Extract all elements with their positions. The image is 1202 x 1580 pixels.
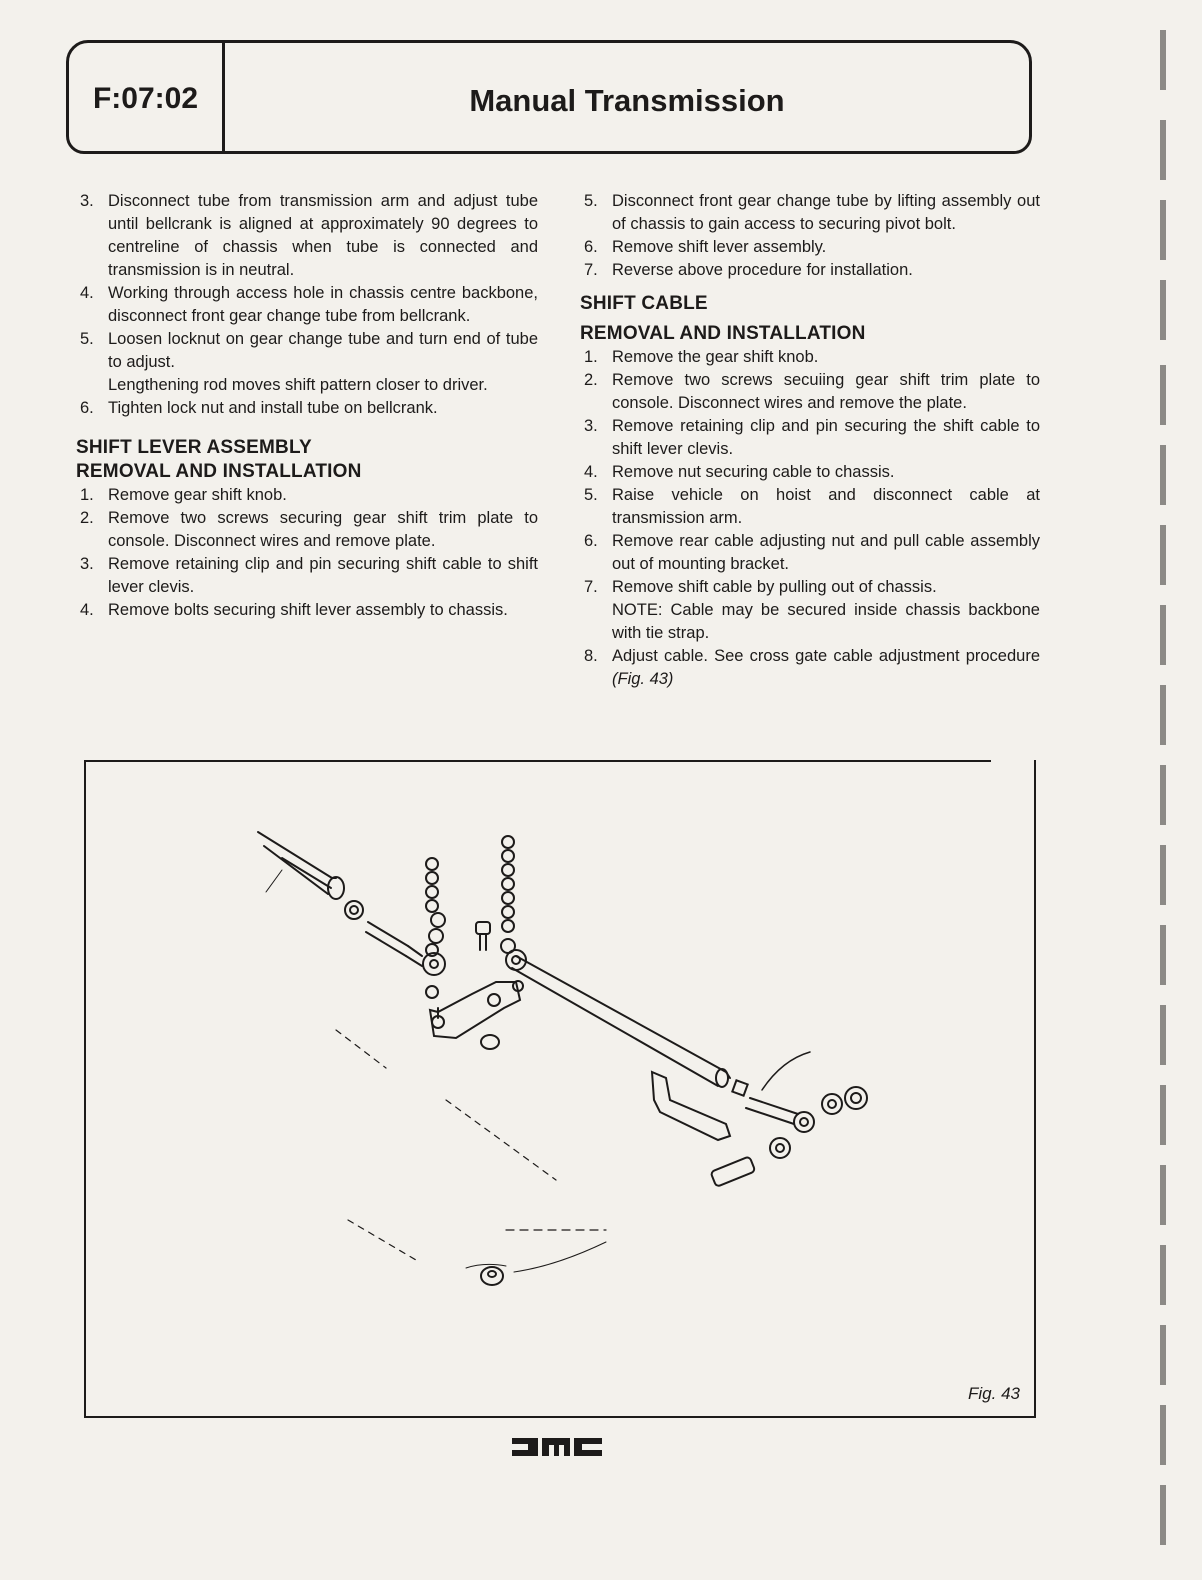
- figure-label: Fig. 43: [968, 1384, 1020, 1403]
- shift-lever-subheading: REMOVAL AND INSTALLATION: [76, 461, 362, 482]
- list-item: 4. Working through access hole in chassis centre backbone, disconnect front gear change tube from bellcrank.: [80, 284, 538, 325]
- list-item: 1. Remove the gear shift knob.: [584, 348, 819, 366]
- list-item: 7. Remove shift cable by pulling out of chassis. NOTE: Cable may be secured inside chassis backbone with tie strap.: [580, 576, 1040, 645]
- list-item: 4. Remove bolts securing shift lever assembly to chassis.: [80, 601, 508, 619]
- list-item: 5. Disconnect front gear change tube by lifting assembly out of chassis to gain access to securing pivot bolt.: [584, 192, 1040, 233]
- shift-lever-steps-list: [76, 484, 538, 622]
- shift-cable-heading: SHIFT CABLE: [580, 293, 708, 314]
- right-column: [580, 190, 1040, 691]
- step-note: Lengthening rod moves shift pattern closer to driver.: [108, 376, 488, 394]
- page-title: Manual Transmission: [469, 83, 785, 118]
- list-item: 3. Remove retaining clip and pin securing the shift cable to shift lever clevis.: [584, 417, 1040, 458]
- list-item: 1. Remove gear shift knob.: [80, 486, 287, 504]
- left-column: [76, 190, 538, 622]
- figure-reference: (Fig. 43): [612, 670, 674, 688]
- step-note: NOTE: Cable may be secured inside chassis backbone with tie strap.: [612, 601, 1040, 642]
- list-item: 2. Remove two screws secuiing gear shift trim plate to console. Disconnect wires and remove the plate.: [584, 371, 1040, 412]
- list-item: 6. Remove rear cable adjusting nut and pull cable assembly out of mounting bracket.: [584, 532, 1040, 573]
- exploded-gear-linkage-illustration-icon: [86, 760, 1034, 1416]
- transmission-steps-list: [76, 190, 538, 420]
- figure-panel: [84, 760, 1036, 1418]
- list-item: 4. Remove nut securing cable to chassis.: [584, 463, 895, 481]
- shift-lever-heading: SHIFT LEVER ASSEMBLY: [76, 437, 312, 458]
- list-item: 2. Remove two screws securing gear shift trim plate to console. Disconnect wires and remove plate.: [80, 509, 538, 550]
- list-item: 3. Remove retaining clip and pin securing shift cable to shift lever clevis.: [80, 555, 538, 596]
- continued-steps-list: [580, 190, 1040, 282]
- section-code: F:07:02: [69, 43, 225, 151]
- shift-cable-subheading: REMOVAL AND INSTALLATION: [580, 323, 866, 344]
- shift-cable-steps-list: [580, 346, 1040, 691]
- list-item: 6. Remove shift lever assembly.: [584, 238, 827, 256]
- list-item: 7. Reverse above procedure for installation.: [584, 261, 913, 279]
- list-item: 8. Adjust cable. See cross gate cable adjustment procedure (Fig. 43): [584, 647, 1040, 688]
- binder-tab-marks: [1158, 30, 1174, 1570]
- dmc-logo-icon: [512, 1434, 602, 1460]
- list-item: 5. Loosen locknut on gear change tube and turn end of tube to adjust. Lengthening rod moves shift pattern closer to driver.: [76, 328, 538, 397]
- list-item: 6. Tighten lock nut and install tube on bellcrank.: [80, 399, 438, 417]
- section-header: [66, 40, 1032, 154]
- list-item: 5. Raise vehicle on hoist and disconnect cable at transmission arm.: [584, 486, 1040, 527]
- list-item: 3. Disconnect tube from transmission arm and adjust tube until bellcrank is aligned at approximately 90 degrees to centreline of chassis when tube is connected and transmission is in neutral.: [80, 192, 538, 279]
